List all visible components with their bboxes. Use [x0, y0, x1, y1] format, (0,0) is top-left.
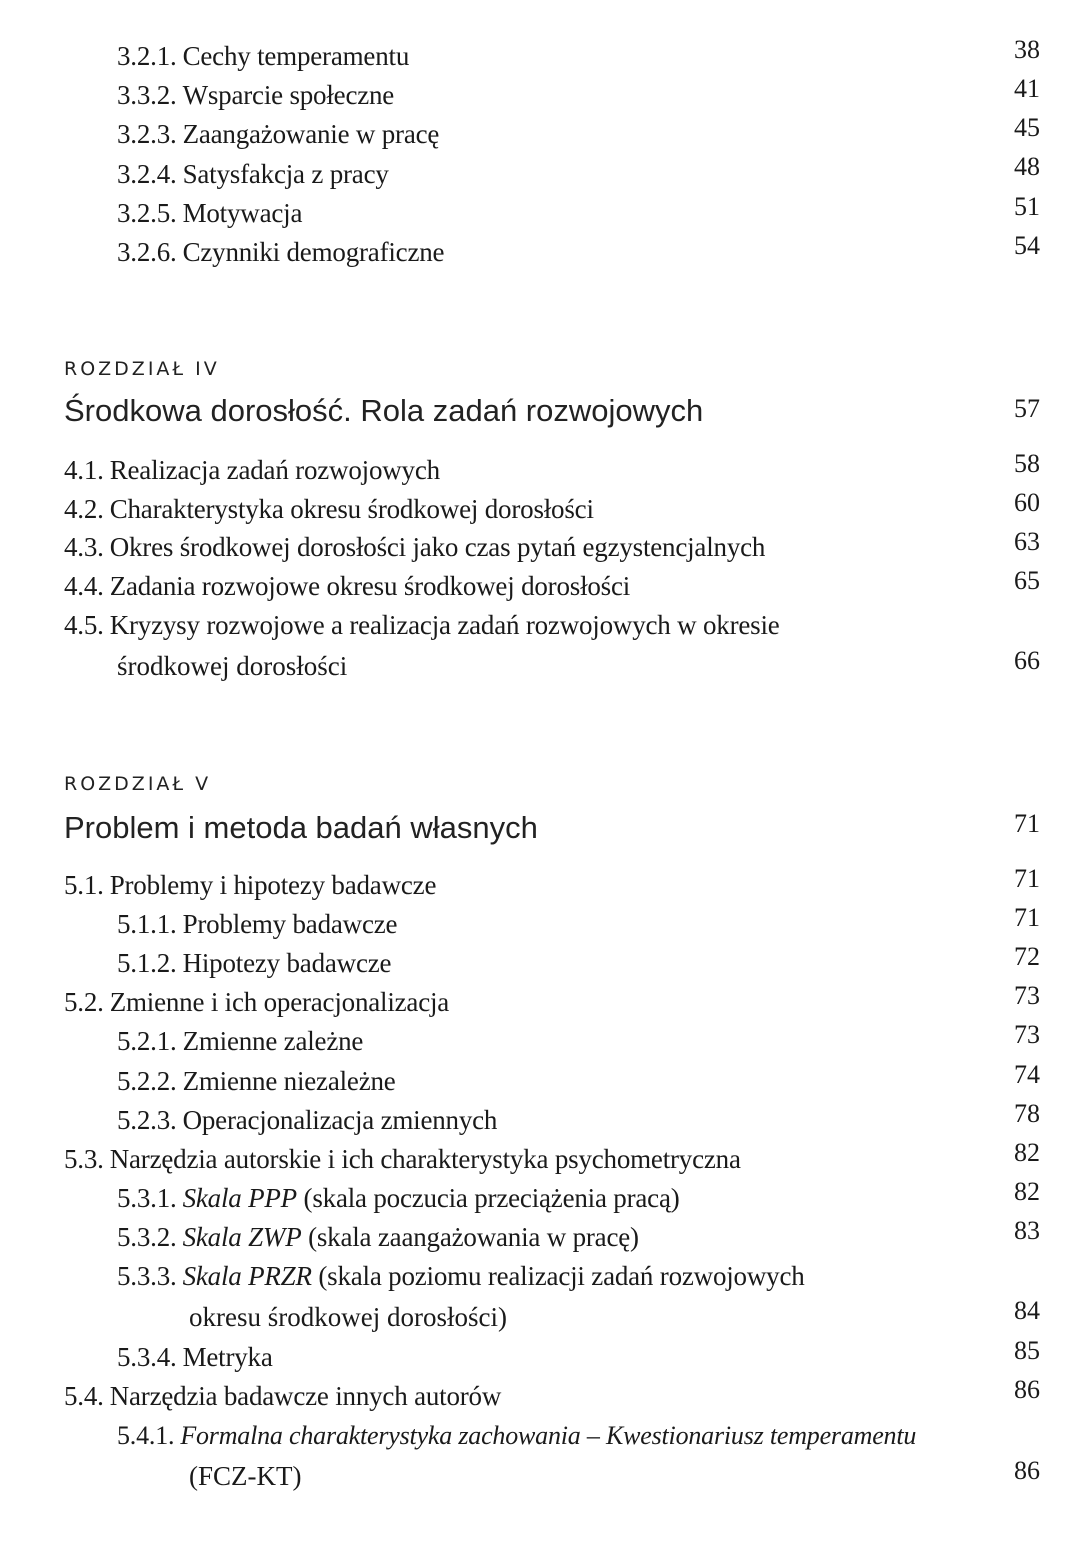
page-number: 73	[1014, 1020, 1040, 1049]
page-number: 71	[1014, 864, 1040, 893]
entry-title: Zadania rozwojowe okresu środkowej dorosłości	[109, 571, 631, 601]
entry-title-italic: Formalna charakterystyka zachowania – Kwestionariusz temperamentu	[180, 1421, 917, 1450]
entry-number: 5.3.2.	[117, 1222, 177, 1252]
page-number: 41	[1014, 74, 1040, 103]
page-number: 74	[1014, 1060, 1040, 1089]
page-number: 82	[1014, 1177, 1040, 1206]
entry-number: 3.3.2.	[117, 80, 177, 110]
entry-number: 3.2.1.	[117, 41, 177, 71]
page-number: 84	[1014, 1296, 1040, 1325]
entry-title: Kryzysy rozwojowe a realizacja zadań rozwojowych w okresie	[109, 610, 780, 640]
entry-number: 3.2.5.	[117, 198, 177, 228]
page-number: 51	[1014, 192, 1040, 221]
entry-title: Wsparcie społeczne	[182, 80, 395, 110]
entry-number: 5.1.	[64, 870, 104, 900]
entry-title: Hipotezy badawcze	[182, 948, 392, 978]
entry-title: Problemy badawcze	[182, 909, 398, 939]
entry-title: Zmienne niezależne	[182, 1066, 396, 1096]
entry-title: Zmienne i ich operacjonalizacja	[109, 987, 450, 1017]
toc-entry	[117, 905, 397, 944]
entry-title: Satysfakcja z pracy	[182, 159, 389, 189]
entry-number: 3.2.4.	[117, 159, 177, 189]
entry-number: 4.3.	[64, 532, 104, 562]
toc-entry	[64, 490, 594, 529]
entry-title: Narzędzia badawcze innych autorów	[109, 1381, 502, 1411]
toc-entry	[64, 528, 765, 567]
entry-number: 5.4.1.	[117, 1421, 175, 1450]
toc-entry	[64, 983, 449, 1022]
page-number: 71	[1014, 903, 1040, 932]
chapter-title: Problem i metoda badań własnych	[64, 810, 538, 845]
entry-number: 5.3.3.	[117, 1261, 177, 1291]
entry-number: 5.4.	[64, 1381, 104, 1411]
toc-entry	[117, 1062, 396, 1101]
toc-entry	[117, 1218, 639, 1257]
entry-title: Narzędzia autorskie i ich charakterystyka psychometryczna	[109, 1144, 741, 1174]
chapter-title: Środkowa dorosłość. Rola zadań rozwojowych	[64, 393, 704, 428]
page-number: 66	[1014, 646, 1040, 675]
entry-number: 5.3.1.	[117, 1183, 177, 1213]
entry-title: Czynniki demograficzne	[182, 237, 445, 267]
page-number: 60	[1014, 488, 1040, 517]
toc-entry	[64, 606, 780, 645]
entry-number: 4.4.	[64, 571, 104, 601]
entry-title-continuation: (FCZ-KT)	[189, 1461, 302, 1491]
page-number: 85	[1014, 1336, 1040, 1365]
chapter-label: ROZDZIAŁ V	[64, 773, 212, 795]
entry-title: Zaangażowanie w pracę	[182, 119, 440, 149]
entry-title: (skala poziomu realizacji zadań rozwojowych	[318, 1261, 805, 1291]
entry-number: 5.1.1.	[117, 909, 177, 939]
entry-title: Operacjonalizacja zmiennych	[182, 1105, 498, 1135]
entry-number: 5.2.	[64, 987, 104, 1017]
toc-entry	[117, 1416, 916, 1455]
entry-title: Motywacja	[182, 198, 303, 228]
entry-number: 3.2.6.	[117, 237, 177, 267]
entry-number: 4.5.	[64, 610, 104, 640]
toc-entry	[117, 37, 409, 76]
toc-entry	[117, 115, 439, 154]
entry-number: 5.2.3.	[117, 1105, 177, 1135]
page-number: 48	[1014, 152, 1040, 181]
entry-title: Charakterystyka okresu środkowej dorosłości	[109, 494, 594, 524]
entry-number: 4.2.	[64, 494, 104, 524]
entry-title-italic: Skala PPP	[182, 1183, 297, 1213]
toc-entry	[117, 233, 444, 272]
toc-entry	[117, 155, 389, 194]
entry-title: Zmienne zależne	[182, 1026, 364, 1056]
page-number: 83	[1014, 1216, 1040, 1245]
entry-number: 5.2.2.	[117, 1066, 177, 1096]
entry-title-italic: Skala ZWP	[182, 1222, 302, 1252]
entry-number: 5.2.1.	[117, 1026, 177, 1056]
entry-number: 5.3.4.	[117, 1342, 177, 1372]
entry-title: Cechy temperamentu	[182, 41, 410, 71]
toc-entry	[117, 1022, 363, 1061]
toc-entry	[64, 866, 436, 905]
toc-entry	[117, 1179, 680, 1218]
entry-title: Okres środkowej dorosłości jako czas pytań egzystencjalnych	[109, 532, 766, 562]
chapter-page-number: 57	[1014, 394, 1040, 423]
entry-number: 4.1.	[64, 455, 104, 485]
page-number: 54	[1014, 231, 1040, 260]
entry-title: Problemy i hipotezy badawcze	[109, 870, 437, 900]
toc-entry	[64, 1377, 501, 1416]
toc-entry	[117, 1338, 273, 1377]
entry-title: (skala zaangażowania w pracę)	[308, 1222, 639, 1252]
entry-number: 5.3.	[64, 1144, 104, 1174]
page-number: 72	[1014, 942, 1040, 971]
page-number: 45	[1014, 113, 1040, 142]
entry-number: 5.1.2.	[117, 948, 177, 978]
toc-entry	[117, 1257, 805, 1296]
toc-entry	[64, 567, 630, 606]
toc-entry	[117, 1101, 497, 1140]
toc-entry	[64, 1140, 741, 1179]
toc-entry	[117, 194, 302, 233]
page-number: 82	[1014, 1138, 1040, 1167]
page-number: 78	[1014, 1099, 1040, 1128]
page-number: 65	[1014, 566, 1040, 595]
page-number: 58	[1014, 449, 1040, 478]
toc-entry	[117, 76, 394, 115]
toc-entry	[117, 944, 391, 983]
entry-title-continuation: okresu środkowej dorosłości)	[189, 1302, 507, 1332]
chapter-label: ROZDZIAŁ IV	[64, 358, 220, 380]
page-number: 63	[1014, 527, 1040, 556]
entry-title-continuation: środkowej dorosłości	[117, 651, 348, 681]
toc-entry	[64, 451, 440, 490]
page-number: 86	[1014, 1375, 1040, 1404]
page-number: 38	[1014, 35, 1040, 64]
entry-title: (skala poczucia przeciążenia pracą)	[303, 1183, 680, 1213]
page-number: 86	[1014, 1456, 1040, 1485]
entry-number: 3.2.3.	[117, 119, 177, 149]
entry-title-italic: Skala PRZR	[182, 1261, 312, 1291]
entry-title: Metryka	[182, 1342, 273, 1372]
page-number: 73	[1014, 981, 1040, 1010]
chapter-page-number: 71	[1014, 809, 1040, 838]
entry-title: Realizacja zadań rozwojowych	[109, 455, 440, 485]
